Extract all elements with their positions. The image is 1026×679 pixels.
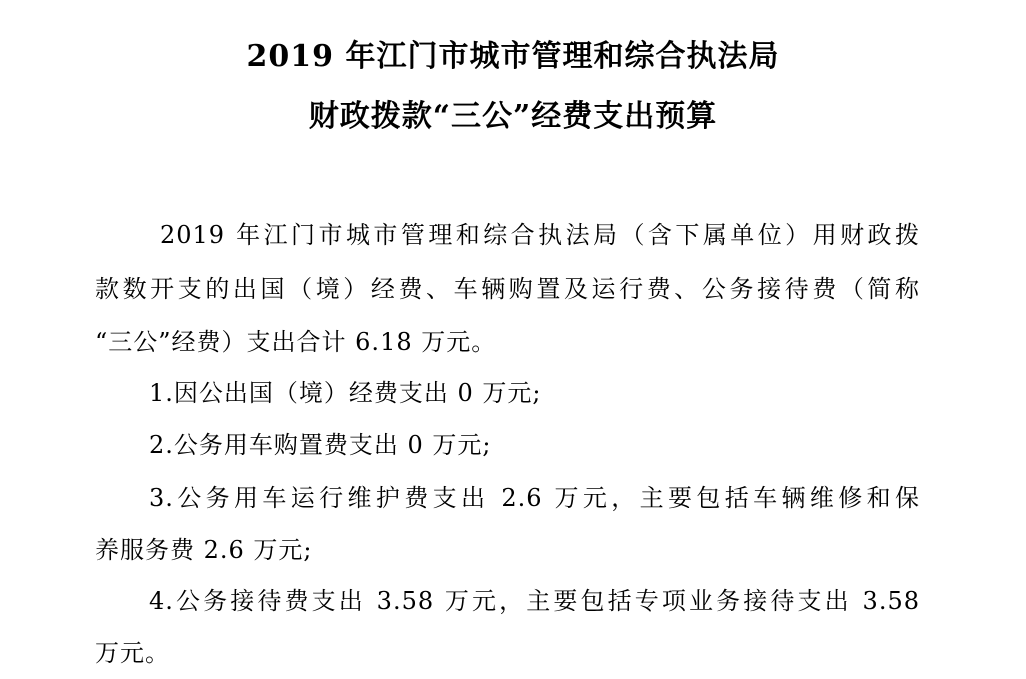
paragraph1-line3: “三公”经费）支出合计 6.18 万元。 (95, 328, 497, 356)
document-title-line1: 2019 年江门市城市管理和综合执法局 (246, 39, 780, 74)
item3-line2: 养服务费 2.6 万元; (95, 536, 313, 564)
document-title-line2: 财政拨款“三公”经费支出预算 (308, 99, 718, 134)
item1-text: 1.因公出国（境）经费支出 0 万元; (149, 379, 542, 407)
paragraph1-line2: 款数开支的出国（境）经费、车辆购置及运行费、公务接待费（简称 (95, 275, 920, 303)
item4-line2: 万元。 (95, 639, 170, 667)
item3-line1: 3.公务用车运行维护费支出 2.6 万元，主要包括车辆维修和保 (149, 484, 920, 512)
item4-line1: 4.公务接待费支出 3.58 万元，主要包括专项业务接待支出 3.58 (149, 587, 920, 615)
paragraph1-line1: 2019 年江门市城市管理和综合执法局（含下属单位）用财政拨 (160, 221, 920, 249)
item2-text: 2.公务用车购置费支出 0 万元; (149, 431, 492, 459)
